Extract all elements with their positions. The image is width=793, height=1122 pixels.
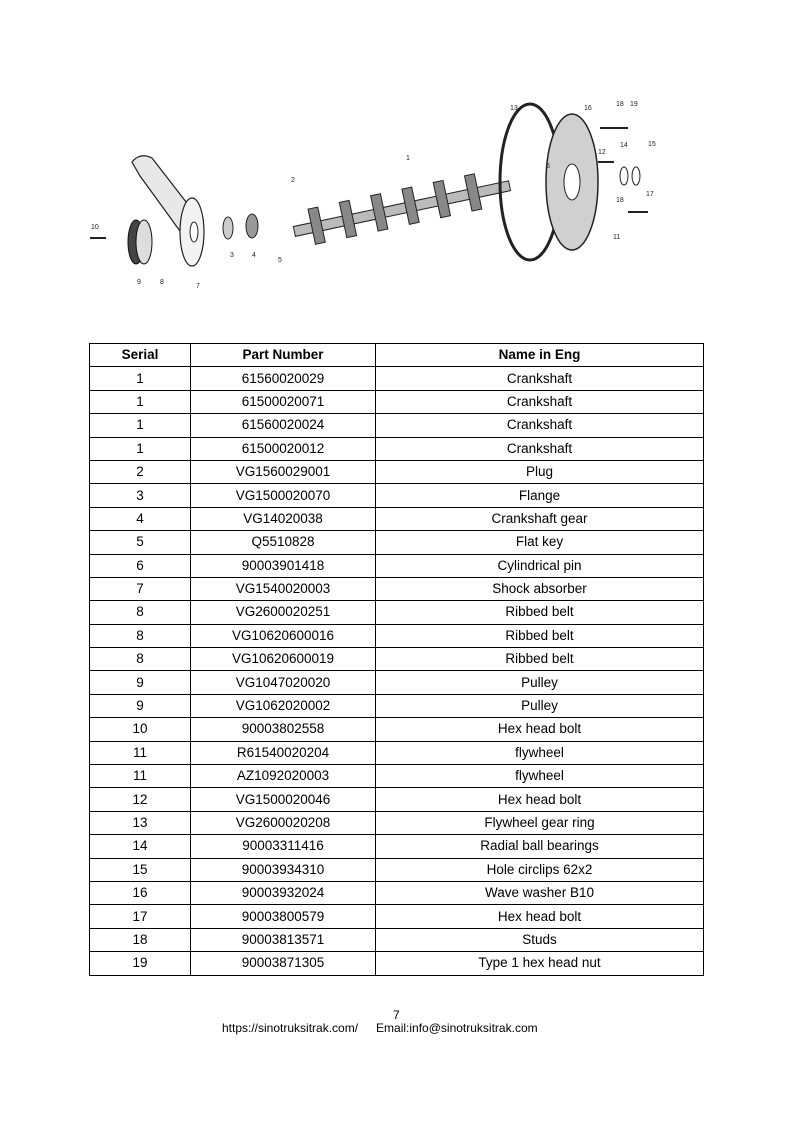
cell-name: flywheel (376, 741, 704, 764)
cell-name: Hex head bolt (376, 718, 704, 741)
cell-serial: 1 (90, 367, 191, 390)
flange-shape (223, 217, 233, 239)
cell-serial: 10 (90, 718, 191, 741)
cell-name: Ribbed belt (376, 648, 704, 671)
table-row (90, 390, 704, 413)
table-row (90, 952, 704, 975)
table-row (90, 881, 704, 904)
callout-5: 5 (278, 257, 282, 264)
cell-serial: 16 (90, 881, 191, 904)
cell-name: Crankshaft (376, 390, 704, 413)
cell-part-number: 90003901418 (191, 554, 376, 577)
table-row (90, 414, 704, 437)
callout-3: 3 (230, 252, 234, 259)
footer-email[interactable]: Email:info@sinotruksitrak.com (376, 1021, 538, 1035)
callout-11: 11 (613, 234, 621, 241)
cell-part-number: VG1062020002 (191, 694, 376, 717)
table-row (90, 531, 704, 554)
header-name-in-eng: Name in Eng (376, 344, 704, 367)
cell-part-number: 90003813571 (191, 928, 376, 951)
cell-name: Hex head bolt (376, 905, 704, 928)
table-row (90, 577, 704, 600)
table-row (90, 905, 704, 928)
cell-part-number: R61540020204 (191, 741, 376, 764)
cell-serial: 11 (90, 741, 191, 764)
table-row (90, 811, 704, 834)
cell-name: Radial ball bearings (376, 835, 704, 858)
table-row (90, 788, 704, 811)
cell-part-number: VG2600020251 (191, 601, 376, 624)
callout-17: 17 (646, 191, 654, 198)
table-row (90, 367, 704, 390)
cell-part-number: 61500020012 (191, 437, 376, 460)
table-row (90, 835, 704, 858)
table-row (90, 601, 704, 624)
diagram-svg (80, 92, 680, 302)
cell-name: Wave washer B10 (376, 881, 704, 904)
cell-name: Hex head bolt (376, 788, 704, 811)
cell-part-number: Q5510828 (191, 531, 376, 554)
callout-16: 16 (584, 105, 592, 112)
cell-part-number: AZ1092020003 (191, 765, 376, 788)
cell-name: Cylindrical pin (376, 554, 704, 577)
cell-part-number: VG10620600016 (191, 624, 376, 647)
crankshaft-exploded-diagram (80, 92, 680, 302)
crankshaft-gear-shape (246, 214, 258, 238)
cell-serial: 1 (90, 414, 191, 437)
cell-serial: 19 (90, 952, 191, 975)
cell-serial: 2 (90, 460, 191, 483)
table-body (90, 367, 704, 975)
callout-18b: 18 (616, 197, 624, 204)
shock-absorber-hub (190, 222, 198, 242)
cell-serial: 12 (90, 788, 191, 811)
callout-7: 7 (196, 283, 200, 290)
table-row (90, 858, 704, 881)
table-row (90, 624, 704, 647)
cell-part-number: VG2600020208 (191, 811, 376, 834)
table-row (90, 765, 704, 788)
cell-part-number: 61560020029 (191, 367, 376, 390)
callout-18: 18 (616, 101, 624, 108)
cell-serial: 5 (90, 531, 191, 554)
cell-serial: 7 (90, 577, 191, 600)
header-part-number: Part Number (191, 344, 376, 367)
cell-part-number: VG1560029001 (191, 460, 376, 483)
cell-part-number: VG1047020020 (191, 671, 376, 694)
cell-serial: 1 (90, 390, 191, 413)
flywheel-hub (564, 164, 580, 200)
cell-name: Ribbed belt (376, 624, 704, 647)
cell-serial: 1 (90, 437, 191, 460)
callout-19: 19 (630, 101, 638, 108)
table-row (90, 718, 704, 741)
cell-name: Pulley (376, 671, 704, 694)
table-row (90, 928, 704, 951)
cell-serial: 14 (90, 835, 191, 858)
cell-part-number: VG1500020070 (191, 484, 376, 507)
cell-part-number: VG10620600019 (191, 648, 376, 671)
callout-8: 8 (160, 279, 164, 286)
cell-name: flywheel (376, 765, 704, 788)
bearing-shape (620, 167, 628, 185)
table-header-row (90, 344, 704, 367)
table-row (90, 694, 704, 717)
cell-name: Crankshaft (376, 414, 704, 437)
callout-1: 1 (406, 155, 410, 162)
cell-name: Crankshaft (376, 437, 704, 460)
cell-name: Studs (376, 928, 704, 951)
table-row (90, 484, 704, 507)
cell-part-number: 90003871305 (191, 952, 376, 975)
cell-part-number: 90003802558 (191, 718, 376, 741)
cell-serial: 9 (90, 694, 191, 717)
cell-part-number: 90003800579 (191, 905, 376, 928)
cell-serial: 8 (90, 648, 191, 671)
cell-serial: 13 (90, 811, 191, 834)
cell-name: Type 1 hex head nut (376, 952, 704, 975)
cell-part-number: 90003311416 (191, 835, 376, 858)
table-row (90, 437, 704, 460)
table-row (90, 671, 704, 694)
cell-part-number: 61560020024 (191, 414, 376, 437)
footer-website[interactable]: https://sinotruksitrak.com/ (222, 1021, 359, 1035)
table-row (90, 741, 704, 764)
callout-9: 9 (137, 279, 141, 286)
cell-name: Crankshaft gear (376, 507, 704, 530)
cell-name: Pulley (376, 694, 704, 717)
table-row (90, 460, 704, 483)
callout-4: 4 (252, 252, 256, 259)
cell-serial: 3 (90, 484, 191, 507)
cell-serial: 8 (90, 601, 191, 624)
cell-serial: 18 (90, 928, 191, 951)
cell-serial: 9 (90, 671, 191, 694)
table-row (90, 507, 704, 530)
cell-part-number: VG1540020003 (191, 577, 376, 600)
cell-serial: 15 (90, 858, 191, 881)
circlip-shape (632, 167, 640, 185)
table-row (90, 648, 704, 671)
cell-part-number: 90003934310 (191, 858, 376, 881)
callout-14: 14 (620, 142, 628, 149)
callout-10: 10 (91, 224, 99, 231)
cell-name: Shock absorber (376, 577, 704, 600)
cell-serial: 11 (90, 765, 191, 788)
cell-part-number: 61500020071 (191, 390, 376, 413)
cell-part-number: VG14020038 (191, 507, 376, 530)
callout-13: 13 (510, 105, 518, 112)
cell-name: Hole circlips 62x2 (376, 858, 704, 881)
cell-part-number: VG1500020046 (191, 788, 376, 811)
cell-name: Ribbed belt (376, 601, 704, 624)
parts-table (89, 343, 704, 976)
table-row (90, 554, 704, 577)
cell-name: Flat key (376, 531, 704, 554)
callout-15: 15 (648, 141, 656, 148)
callout-2: 2 (291, 177, 295, 184)
cell-name: Plug (376, 460, 704, 483)
cell-serial: 17 (90, 905, 191, 928)
page-number: 7 (393, 1008, 400, 1022)
callout-6: 6 (546, 163, 550, 170)
cell-name: Flange (376, 484, 704, 507)
header-serial: Serial (90, 344, 191, 367)
cell-serial: 4 (90, 507, 191, 530)
callout-12: 12 (598, 149, 606, 156)
cell-serial: 6 (90, 554, 191, 577)
cell-name: Flywheel gear ring (376, 811, 704, 834)
cell-serial: 8 (90, 624, 191, 647)
cell-name: Crankshaft (376, 367, 704, 390)
cell-part-number: 90003932024 (191, 881, 376, 904)
pulley-face-shape (136, 220, 152, 264)
footer-contact (222, 1021, 538, 1035)
